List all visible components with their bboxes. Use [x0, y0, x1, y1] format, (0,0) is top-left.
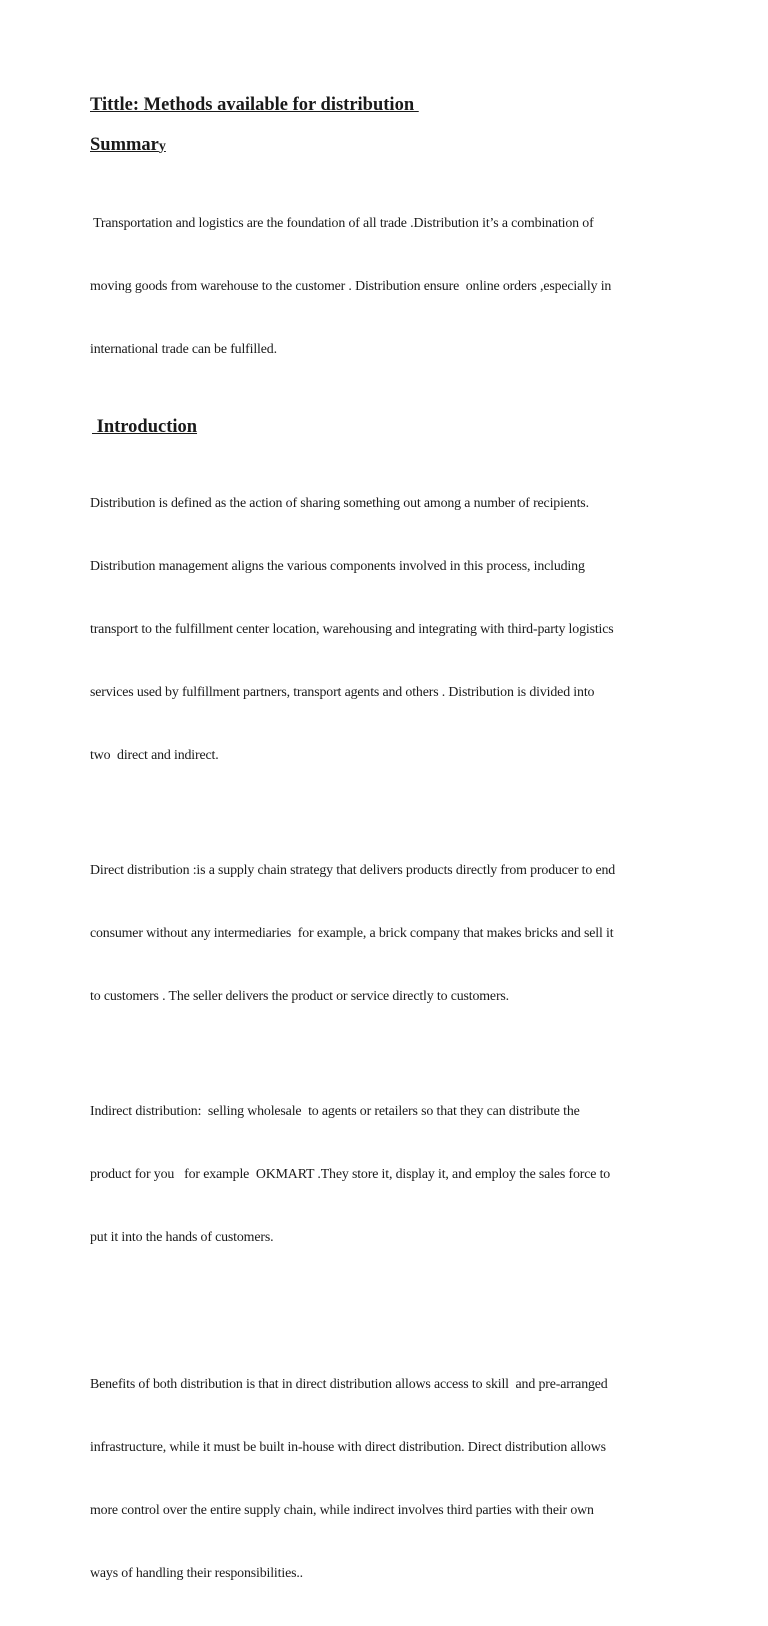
indirect-distribution-paragraph	[90, 1059, 682, 1290]
document-body	[90, 93, 682, 1626]
summary-line: moving goods from warehouse to the customer . Distribution ensure online orders ,especially in	[90, 279, 612, 294]
direct-distribution-line: consumer without any intermediaries for example, a brick company that makes bricks and sell it	[90, 926, 614, 941]
summary-heading	[90, 133, 682, 159]
introduction-line: two direct and indirect.	[90, 748, 219, 763]
indirect-distribution-line: Indirect distribution: selling wholesale to agents or retailers so that they can distribute the	[90, 1104, 580, 1119]
direct-distribution-line: Direct distribution :is a supply chain strategy that delivers products directly from producer to end	[90, 863, 616, 878]
document-title: Tittle: Methods available for distribution	[90, 95, 419, 115]
introduction-line: Distribution management aligns the various components involved in this process, including	[90, 559, 585, 574]
direct-distribution-paragraph	[90, 818, 682, 1049]
indirect-distribution-line: product for you for example OKMART .They store it, display it, and employ the sales force to	[90, 1167, 611, 1182]
introduction-paragraph	[90, 451, 682, 808]
introduction-line: transport to the fulfillment center location, warehousing and integrating with third-party logistics	[90, 622, 614, 637]
introduction-line: services used by fulfillment partners, transport agents and others . Distribution is divided into	[90, 685, 595, 700]
summary-paragraph	[90, 171, 682, 402]
summary-heading-tail: y	[158, 139, 166, 154]
indirect-distribution-line: put it into the hands of customers.	[90, 1230, 274, 1245]
benefits-paragraph	[90, 1332, 682, 1626]
introduction-line: Distribution is defined as the action of sharing something out among a number of recipients.	[90, 496, 589, 511]
summary-heading-main: Summar	[90, 135, 159, 155]
summary-line: international trade can be fulfilled.	[90, 342, 277, 357]
direct-distribution-line: to customers . The seller delivers the product or service directly to customers.	[90, 989, 509, 1004]
benefits-line: Benefits of both distribution is that in direct distribution allows access to skill and pre-arranged	[90, 1377, 608, 1392]
summary-line: Transportation and logistics are the foundation of all trade .Distribution it’s a combination of	[90, 216, 594, 231]
benefits-line: infrastructure, while it must be built in-house with direct distribution. Direct distribution allows	[90, 1440, 606, 1455]
introduction-heading: Introduction	[92, 417, 198, 437]
benefits-line: more control over the entire supply chain, while indirect involves third parties with their own	[90, 1503, 594, 1518]
benefits-line: ways of handling their responsibilities..	[90, 1566, 303, 1581]
